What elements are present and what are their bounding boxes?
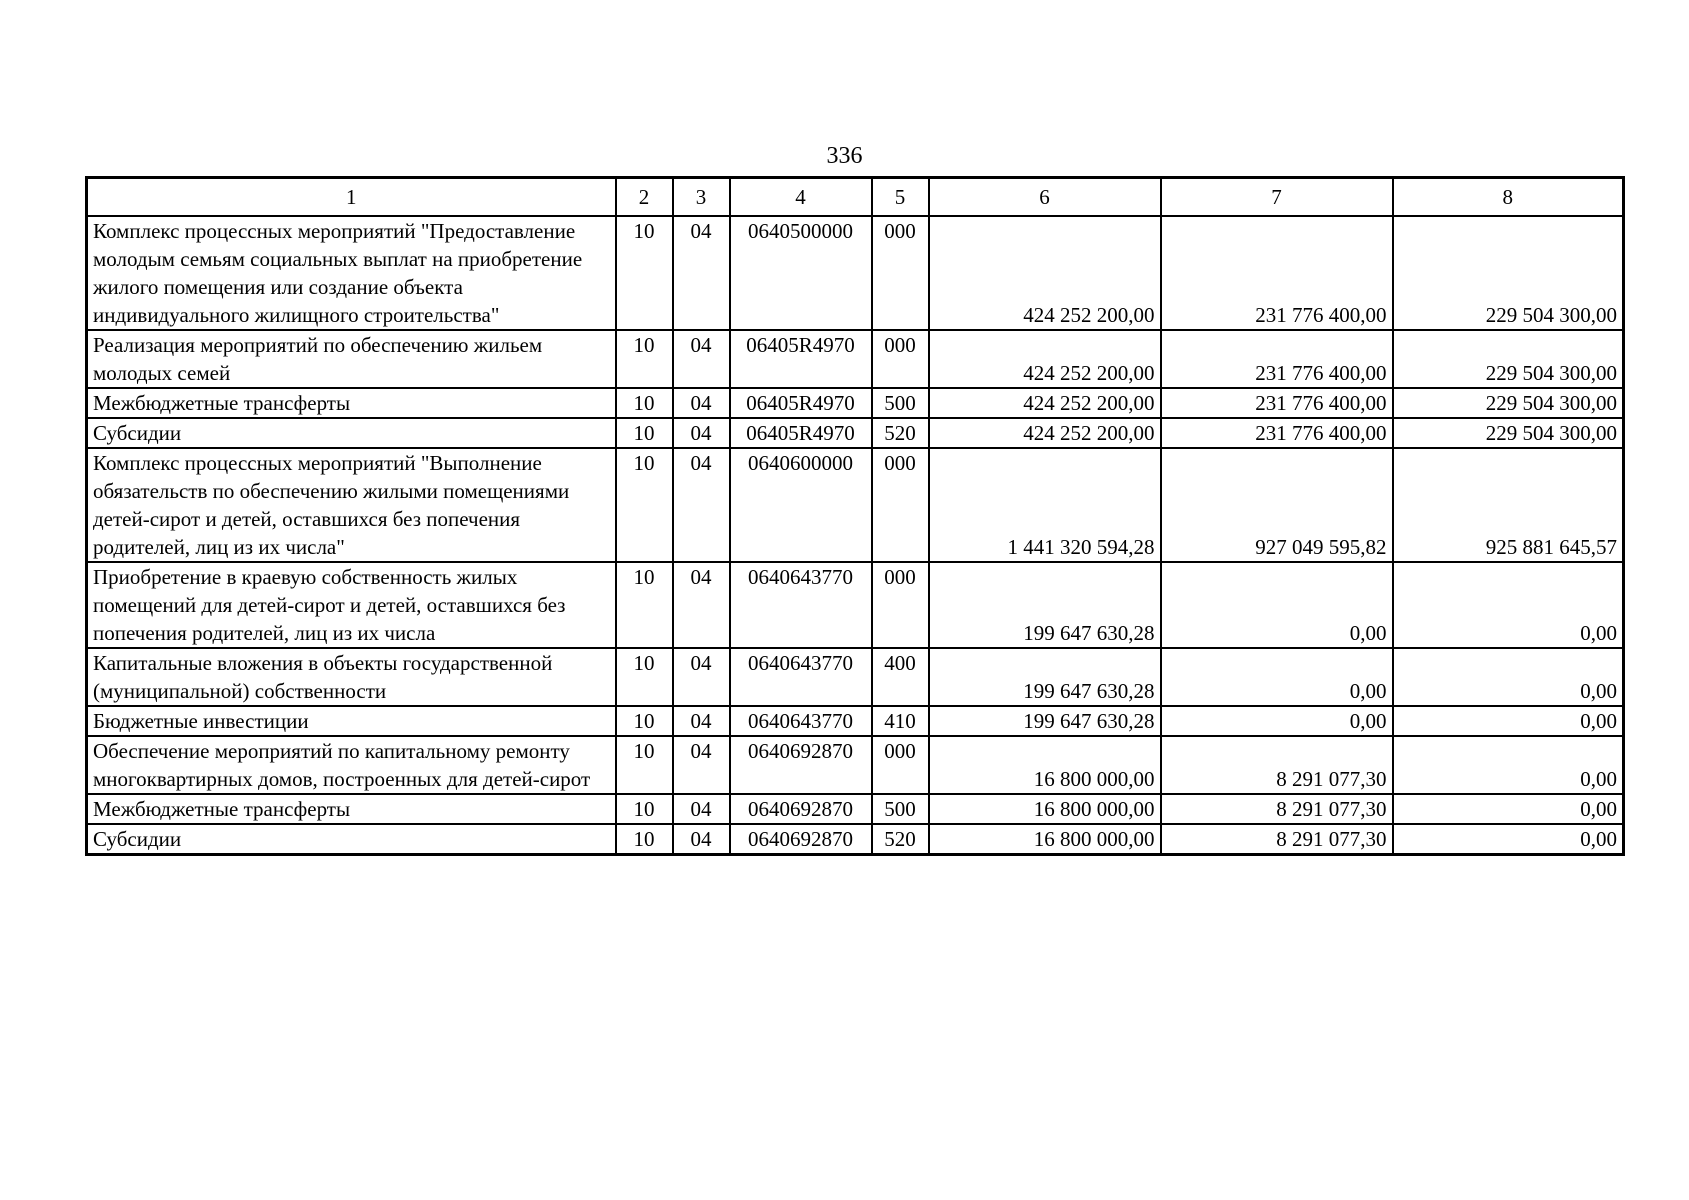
target-article-cell: 0640692870	[730, 794, 872, 824]
target-article-cell: 0640643770	[730, 562, 872, 648]
amount-col6: 199 647 630,28	[929, 648, 1161, 706]
podrazdel-cell: 04	[673, 216, 730, 330]
amount-col6: 199 647 630,28	[929, 562, 1161, 648]
amount-col8: 0,00	[1393, 562, 1624, 648]
target-article-cell: 06405R4970	[730, 418, 872, 448]
target-article-cell: 0640692870	[730, 824, 872, 855]
amount-col8: 0,00	[1393, 648, 1624, 706]
expense-type-cell: 000	[872, 736, 929, 794]
expense-type-cell: 000	[872, 448, 929, 562]
table-header-row	[87, 178, 1624, 217]
column-header: 2	[616, 178, 673, 217]
razdel-cell: 10	[616, 330, 673, 388]
podrazdel-cell: 04	[673, 388, 730, 418]
podrazdel-cell: 04	[673, 562, 730, 648]
row-name: Обеспечение мероприятий по капитальному ремонту многоквартирных домов, построенных для детей-сирот	[87, 736, 616, 794]
razdel-cell: 10	[616, 216, 673, 330]
row-name: Бюджетные инвестиции	[87, 706, 616, 736]
row-name: Приобретение в краевую собственность жилых помещений для детей-сирот и детей, оставшихся без попечения родителей, лиц из их числа	[87, 562, 616, 648]
table-row	[87, 418, 1624, 448]
amount-col7: 231 776 400,00	[1161, 388, 1393, 418]
razdel-cell: 10	[616, 388, 673, 418]
amount-col8: 925 881 645,57	[1393, 448, 1624, 562]
target-article-cell: 0640500000	[730, 216, 872, 330]
column-header: 8	[1393, 178, 1624, 217]
target-article-cell: 0640643770	[730, 706, 872, 736]
amount-col7: 0,00	[1161, 706, 1393, 736]
amount-col6: 1 441 320 594,28	[929, 448, 1161, 562]
amount-col6: 16 800 000,00	[929, 736, 1161, 794]
razdel-cell: 10	[616, 562, 673, 648]
amount-col8: 229 504 300,00	[1393, 388, 1624, 418]
table-row	[87, 216, 1624, 330]
table-row	[87, 706, 1624, 736]
podrazdel-cell: 04	[673, 706, 730, 736]
amount-col7: 231 776 400,00	[1161, 216, 1393, 330]
razdel-cell: 10	[616, 794, 673, 824]
expense-type-cell: 000	[872, 216, 929, 330]
amount-col8: 0,00	[1393, 794, 1624, 824]
podrazdel-cell: 04	[673, 736, 730, 794]
amount-col8: 0,00	[1393, 736, 1624, 794]
target-article-cell: 06405R4970	[730, 330, 872, 388]
table-row	[87, 648, 1624, 706]
expense-type-cell: 520	[872, 418, 929, 448]
razdel-cell: 10	[616, 736, 673, 794]
table-row	[87, 562, 1624, 648]
expense-type-cell: 500	[872, 388, 929, 418]
row-name: Субсидии	[87, 418, 616, 448]
expense-type-cell: 400	[872, 648, 929, 706]
column-header: 3	[673, 178, 730, 217]
expense-type-cell: 410	[872, 706, 929, 736]
column-header: 4	[730, 178, 872, 217]
podrazdel-cell: 04	[673, 330, 730, 388]
razdel-cell: 10	[616, 448, 673, 562]
target-article-cell: 06405R4970	[730, 388, 872, 418]
amount-col6: 424 252 200,00	[929, 330, 1161, 388]
amount-col8: 229 504 300,00	[1393, 418, 1624, 448]
amount-col8: 0,00	[1393, 706, 1624, 736]
expense-type-cell: 520	[872, 824, 929, 855]
row-name: Комплекс процессных мероприятий "Предоставление молодым семьям социальных выплат на приобретение жилого помещения или создание объекта индивидуального жилищного строительства"	[87, 216, 616, 330]
table-row	[87, 388, 1624, 418]
column-header: 5	[872, 178, 929, 217]
expense-type-cell: 500	[872, 794, 929, 824]
row-name: Субсидии	[87, 824, 616, 855]
podrazdel-cell: 04	[673, 448, 730, 562]
column-header: 7	[1161, 178, 1393, 217]
row-name: Комплекс процессных мероприятий "Выполнение обязательств по обеспечению жилыми помещениями детей-сирот и детей, оставшихся без попечения родителей, лиц из их числа"	[87, 448, 616, 562]
amount-col6: 424 252 200,00	[929, 388, 1161, 418]
target-article-cell: 0640692870	[730, 736, 872, 794]
table-row	[87, 736, 1624, 794]
row-name: Межбюджетные трансферты	[87, 388, 616, 418]
column-header: 6	[929, 178, 1161, 217]
target-article-cell: 0640600000	[730, 448, 872, 562]
amount-col6: 424 252 200,00	[929, 216, 1161, 330]
amount-col7: 8 291 077,30	[1161, 736, 1393, 794]
budget-table	[85, 176, 1625, 856]
amount-col6: 199 647 630,28	[929, 706, 1161, 736]
expense-type-cell: 000	[872, 562, 929, 648]
column-header: 1	[87, 178, 616, 217]
amount-col8: 229 504 300,00	[1393, 330, 1624, 388]
expense-type-cell: 000	[872, 330, 929, 388]
amount-col7: 231 776 400,00	[1161, 418, 1393, 448]
table-row	[87, 794, 1624, 824]
podrazdel-cell: 04	[673, 794, 730, 824]
amount-col8: 0,00	[1393, 824, 1624, 855]
table-row	[87, 448, 1624, 562]
table-row	[87, 824, 1624, 855]
podrazdel-cell: 04	[673, 418, 730, 448]
amount-col7: 231 776 400,00	[1161, 330, 1393, 388]
amount-col7: 0,00	[1161, 562, 1393, 648]
amount-col6: 16 800 000,00	[929, 824, 1161, 855]
row-name: Межбюджетные трансферты	[87, 794, 616, 824]
razdel-cell: 10	[616, 648, 673, 706]
podrazdel-cell: 04	[673, 824, 730, 855]
razdel-cell: 10	[616, 418, 673, 448]
page-number: 336	[826, 143, 863, 169]
amount-col7: 927 049 595,82	[1161, 448, 1393, 562]
amount-col6: 424 252 200,00	[929, 418, 1161, 448]
razdel-cell: 10	[616, 824, 673, 855]
amount-col7: 8 291 077,30	[1161, 824, 1393, 855]
podrazdel-cell: 04	[673, 648, 730, 706]
amount-col8: 229 504 300,00	[1393, 216, 1624, 330]
razdel-cell: 10	[616, 706, 673, 736]
amount-col7: 0,00	[1161, 648, 1393, 706]
target-article-cell: 0640643770	[730, 648, 872, 706]
amount-col6: 16 800 000,00	[929, 794, 1161, 824]
amount-col7: 8 291 077,30	[1161, 794, 1393, 824]
table-row	[87, 330, 1624, 388]
row-name: Капитальные вложения в объекты государственной (муниципальной) собственности	[87, 648, 616, 706]
row-name: Реализация мероприятий по обеспечению жильем молодых семей	[87, 330, 616, 388]
